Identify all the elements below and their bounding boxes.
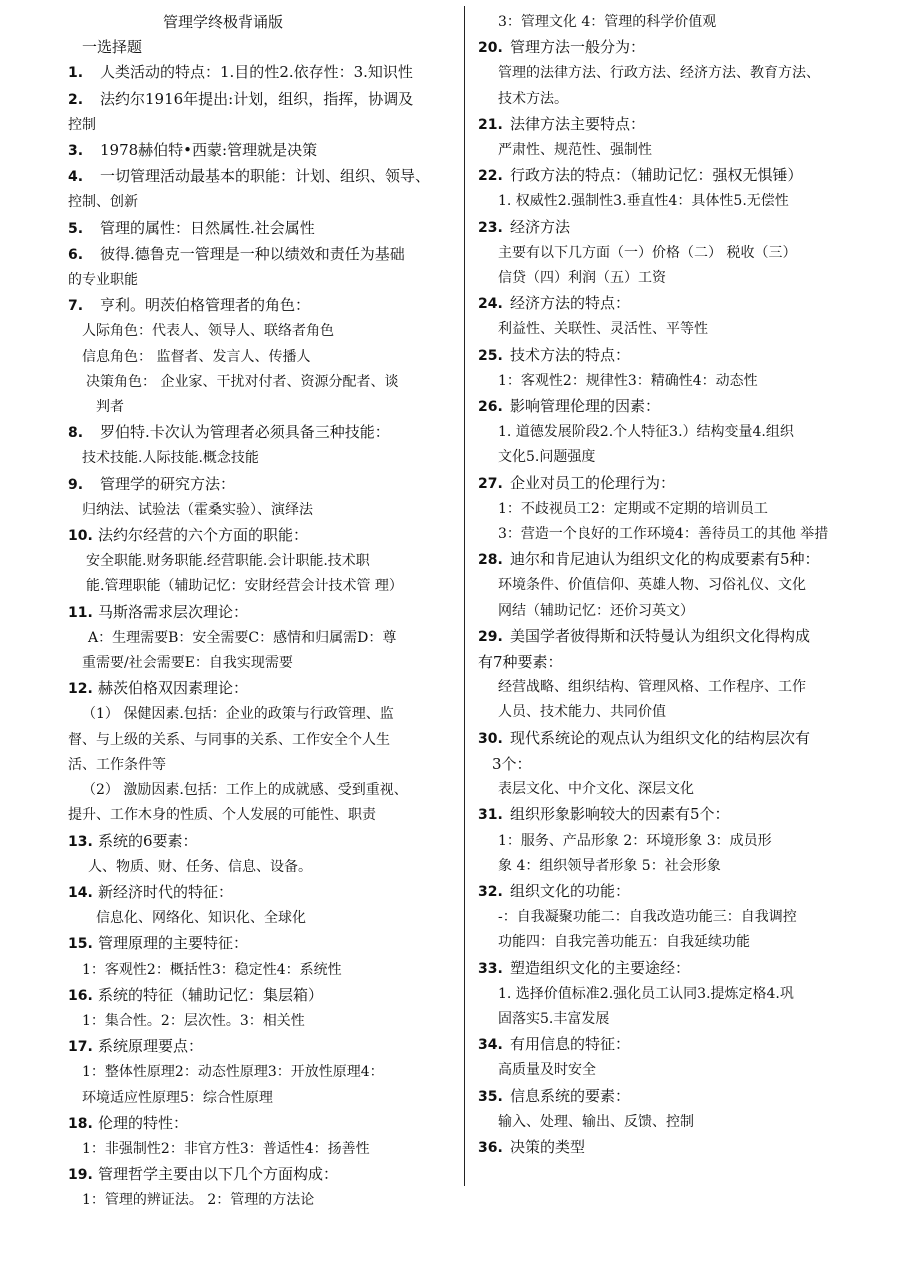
answer-line: 信贷（四）利润（五）工资 bbox=[498, 270, 666, 287]
question-item bbox=[68, 523, 456, 549]
answer-line: 能.管理职能（辅助记忆：安財经营会计技术管 理） bbox=[86, 578, 403, 595]
question-text: 有用信息的特征： bbox=[510, 1035, 631, 1054]
question-text: 1978赫伯特•西蒙:管理就是决策 bbox=[100, 141, 318, 160]
answer-line: （2） 激励因素.包括：工作上的成就感、受到重视、 bbox=[82, 782, 408, 799]
question-item bbox=[68, 60, 456, 86]
question-number: 22. bbox=[478, 168, 503, 185]
question-number: 14. bbox=[68, 884, 93, 901]
question-number: 10. bbox=[68, 528, 93, 545]
question-number: 6. bbox=[68, 246, 84, 263]
question-number: 26. bbox=[478, 399, 503, 416]
question-text: 管理方法一般分为： bbox=[510, 38, 646, 57]
answer-line: 经营战略、组织结构、管理风格、工作程序、工作 bbox=[498, 679, 806, 696]
answer-line: 固落实5.丰富发展 bbox=[498, 1010, 610, 1027]
answer-line: 功能四：自我完善功能五：自我延续功能 bbox=[498, 934, 750, 951]
question-item bbox=[478, 471, 878, 497]
question-text: 塑造组织文化的主要途经： bbox=[510, 958, 691, 977]
question-item bbox=[68, 600, 456, 626]
answer-line: （1） 保健因素.包括：企业的政策与行政管理、监 bbox=[82, 706, 394, 723]
question-text: 管理学的研究方法： bbox=[100, 474, 236, 493]
answer-line: 环境条件、价值信仰、英雄人物、习俗礼仪、文化 bbox=[498, 577, 806, 594]
question-item bbox=[68, 1111, 456, 1137]
column-divider bbox=[464, 6, 465, 1186]
question-item bbox=[68, 983, 456, 1009]
question-item bbox=[478, 1032, 878, 1058]
question-text: 法约尔1916年提出:计划，组织，指挥，协调及 bbox=[100, 89, 414, 108]
question-item bbox=[68, 472, 456, 498]
answer-line: 1：不歧视员工2：定期或不定期的培训员工 bbox=[498, 500, 768, 517]
answer-line: 提升、工作木身的性质、个人发展的可能性、职责 bbox=[68, 807, 376, 824]
answer-line: 1：客观性2：概括性3：稳定性4：系统性 bbox=[82, 961, 342, 978]
question-number: 30. bbox=[478, 730, 503, 747]
question-number: 17. bbox=[68, 1039, 93, 1056]
question-text: 行政方法的特点：（辅助记忆：强权无惧锤） bbox=[510, 166, 803, 185]
question-item bbox=[68, 216, 456, 242]
question-number: 15. bbox=[68, 936, 93, 953]
answer-line: 1. 选择价值标准2.强化员工认同3.提炼定格4.巩 bbox=[498, 985, 794, 1002]
answer-line: 归纳法、试验法（霍桑实验）、演绎法 bbox=[82, 501, 313, 518]
question-item bbox=[478, 624, 878, 650]
question-item bbox=[68, 1162, 456, 1188]
answer-line: 控制、创新 bbox=[68, 194, 138, 211]
answer-line: 技术方法。 bbox=[498, 90, 568, 107]
question-item bbox=[478, 163, 878, 189]
question-number: 25. bbox=[478, 347, 503, 364]
answer-line: 判者 bbox=[96, 399, 124, 416]
answer-line: 环境适应性原理5：综合性原理 bbox=[82, 1089, 273, 1106]
answer-line: 1：客观性2：规律性3：精确性4：动态性 bbox=[498, 372, 758, 389]
question-text: 信息系统的要素： bbox=[510, 1086, 631, 1105]
left-column-lines bbox=[68, 60, 456, 1213]
left-column bbox=[68, 10, 456, 1214]
question-number: 18. bbox=[68, 1115, 93, 1132]
question-item bbox=[68, 87, 456, 113]
answer-line: A：生理需要B：安全需要C：感情和归属需D：尊 bbox=[88, 629, 397, 646]
question-item bbox=[478, 1084, 878, 1110]
question-text: 技术方法的特点： bbox=[510, 345, 631, 364]
question-text: 美国学者彼得斯和沃特曼认为组织文化得构成 bbox=[510, 626, 811, 645]
question-number: 1. bbox=[68, 65, 84, 82]
answer-line: 严肃性、规范性、强制性 bbox=[498, 142, 652, 159]
question-item bbox=[478, 35, 878, 61]
question-number: 16. bbox=[68, 987, 93, 1004]
answer-line: 有7种要素： bbox=[478, 653, 563, 672]
question-item bbox=[68, 1034, 456, 1060]
question-text: 赫茨伯格双因素理论： bbox=[98, 679, 249, 698]
question-text: 人类活动的特点：1.目的性2.依存性：3.知识性 bbox=[100, 63, 413, 82]
section-heading: 一选择题 bbox=[82, 38, 143, 57]
answer-line: 象 4：组织领导者形象 5：社会形象 bbox=[498, 857, 721, 874]
question-text: 新经济时代的特征： bbox=[98, 882, 234, 901]
answer-line: 活、工作条件等 bbox=[68, 756, 166, 773]
question-number: 20. bbox=[478, 40, 503, 57]
question-item bbox=[68, 420, 456, 446]
question-text: 法律方法主要特点： bbox=[510, 114, 646, 133]
question-text: 伦理的特性： bbox=[98, 1113, 189, 1132]
question-item bbox=[68, 293, 456, 319]
answer-line: 1：非强制性2：非官方性3：普适性4：扬善性 bbox=[82, 1140, 370, 1157]
answer-line: 1：整体性原理2：动态性原理3：开放性原理4： bbox=[82, 1064, 384, 1081]
question-number: 2. bbox=[68, 91, 84, 108]
question-number: 23. bbox=[478, 219, 503, 236]
question-number: 21. bbox=[478, 116, 503, 133]
question-number: 8. bbox=[68, 425, 84, 442]
question-text: 现代系统论的观点认为组织文化的结构层次有 bbox=[510, 728, 811, 747]
question-text: 系统原理要点： bbox=[98, 1037, 204, 1056]
right-column bbox=[478, 10, 878, 1161]
question-item bbox=[478, 291, 878, 317]
question-number: 34. bbox=[478, 1037, 503, 1054]
question-number: 5. bbox=[68, 220, 84, 237]
question-text: 管理的属性：日然属性.社会属性 bbox=[100, 218, 315, 237]
question-item bbox=[478, 215, 878, 241]
answer-line: 1：管理的辨证法。 2：管理的方法论 bbox=[82, 1192, 315, 1209]
question-text: 管理哲学主要由以下几个方面构成： bbox=[98, 1165, 339, 1184]
answer-line: 人、物质、财、任务、信息、设备。 bbox=[88, 858, 312, 875]
question-text: 组织形象影响较大的因素有5个： bbox=[510, 805, 730, 824]
question-text: 影响管理伦理的因素： bbox=[510, 397, 661, 416]
answer-line: 信息角色： 监督者、发言人、传播人 bbox=[82, 348, 311, 365]
question-number: 24. bbox=[478, 296, 503, 313]
question-number: 11. bbox=[68, 604, 93, 621]
answer-line: 信息化、网络化、知识化、全球化 bbox=[96, 910, 306, 927]
answer-line: 网结（辅助记忆：还价习英文） bbox=[498, 602, 694, 619]
answer-line: 1：服务、产品形象 2：环境形象 3：成员形 bbox=[498, 832, 772, 849]
question-text: 彼得.德鲁克一管理是一种以绩效和责任为基础 bbox=[100, 244, 405, 263]
question-item bbox=[68, 164, 456, 190]
question-text: 决策的类型 bbox=[510, 1137, 586, 1156]
answer-line: 决策角色： 企业家、干扰对付者、资源分配者、谈 bbox=[86, 373, 399, 390]
question-item bbox=[68, 931, 456, 957]
question-text: 管理原理的主要特征： bbox=[98, 934, 249, 953]
question-item bbox=[478, 343, 878, 369]
question-number: 32. bbox=[478, 883, 503, 900]
question-item bbox=[68, 138, 456, 164]
answer-line: 的专业职能 bbox=[68, 272, 138, 289]
question-number: 12. bbox=[68, 681, 93, 698]
question-text: 组织文化的功能： bbox=[510, 881, 631, 900]
answer-line: 主要有以下几方面（一）价格（二） 税收（三） bbox=[498, 244, 797, 261]
answer-line: 重需要/社会需要E：自我实现需要 bbox=[82, 655, 293, 672]
question-number: 4. bbox=[68, 169, 84, 186]
question-item bbox=[478, 394, 878, 420]
answer-line: 利益性、关联性、灵活性、平等性 bbox=[498, 321, 708, 338]
question-item bbox=[68, 242, 456, 268]
answer-line: 输入、处理、输出、反馈、控制 bbox=[498, 1113, 694, 1130]
document-title: 管理学终极背诵版 bbox=[162, 13, 283, 31]
question-number: 13. bbox=[68, 833, 93, 850]
question-number: 31. bbox=[478, 807, 503, 824]
question-item bbox=[478, 547, 878, 573]
question-item bbox=[478, 1135, 878, 1161]
question-text: 系统的6要素： bbox=[98, 831, 198, 850]
question-item bbox=[478, 726, 878, 752]
answer-line: 人员、技术能力、共同价值 bbox=[498, 704, 666, 721]
question-number: 19. bbox=[68, 1167, 93, 1184]
question-item bbox=[68, 676, 456, 702]
question-number: 7. bbox=[68, 298, 84, 315]
answer-line: -：自我凝聚功能二：自我改造功能三：自我调控 bbox=[498, 909, 797, 926]
question-text: 一切管理活动最基本的职能：计划、组织、领导、 bbox=[100, 167, 431, 186]
question-text: 亨利。明茨伯格管理者的角色： bbox=[100, 296, 311, 315]
question-text: 罗伯特.卡次认为管理者必须具备三种技能： bbox=[100, 423, 390, 442]
question-number: 33. bbox=[478, 960, 503, 977]
answer-line: 文化5.问题强度 bbox=[498, 449, 596, 466]
question-number: 3. bbox=[68, 143, 84, 160]
answer-line: 1. 道德发展阶段2.个人特征3.）结构变量4.组织 bbox=[498, 424, 794, 441]
question-item bbox=[478, 802, 878, 828]
answer-line: 控制 bbox=[68, 116, 96, 133]
answer-line: 1. 权威性2.强制性3.垂直性4：具体性5.无偿性 bbox=[498, 193, 789, 210]
answer-line: 技术技能.人际技能.概念技能 bbox=[82, 450, 259, 467]
question-item bbox=[68, 829, 456, 855]
question-number: 36. bbox=[478, 1139, 503, 1156]
answer-line: 3：营造一个良好的工作环境4：善待员工的其他 举措 bbox=[498, 526, 829, 543]
question-item bbox=[478, 879, 878, 905]
question-number: 35. bbox=[478, 1088, 503, 1105]
answer-line: 人际角色：代表人、领导人、联络者角色 bbox=[82, 323, 334, 340]
question-text: 系统的特征（辅助记忆：集层箱） bbox=[98, 985, 324, 1004]
answer-line: 1：集合性。2：层次性。3：相关性 bbox=[82, 1012, 305, 1029]
question-text: 经济方法的特点： bbox=[510, 294, 631, 313]
question-text: 企业对员工的伦理行为： bbox=[510, 473, 676, 492]
answer-line: 高质量及时安全 bbox=[498, 1062, 596, 1079]
answer-line: 3个： bbox=[492, 754, 532, 773]
answer-line: 表层文化、中介文化、深层文化 bbox=[498, 781, 694, 798]
question-item bbox=[68, 880, 456, 906]
answer-line: 管理的法律方法、行政方法、经济方法、教育方法、 bbox=[498, 65, 820, 82]
right-column-lines bbox=[478, 10, 878, 1161]
answer-line: 安全职能.财务职能.经营职能.会计职能.技术职 bbox=[86, 553, 370, 570]
question-text: 法约尔经营的六个方面的职能： bbox=[98, 526, 309, 545]
question-number: 28. bbox=[478, 552, 503, 569]
question-number: 9. bbox=[68, 476, 84, 493]
answer-line: 督、与上级的关系、与同事的关系、工作安全个人生 bbox=[68, 731, 390, 748]
question-text: 迪尔和肯尼迪认为组织文化的构成要素有5种： bbox=[510, 550, 820, 569]
answer-line: 3：管理文化 4：管理的科学价值观 bbox=[498, 14, 717, 30]
question-number: 29. bbox=[478, 628, 503, 645]
question-text: 马斯洛需求层次理论： bbox=[98, 602, 249, 621]
question-item bbox=[478, 112, 878, 138]
question-number: 27. bbox=[478, 475, 503, 492]
question-item bbox=[478, 956, 878, 982]
question-text: 经济方法 bbox=[510, 217, 571, 236]
